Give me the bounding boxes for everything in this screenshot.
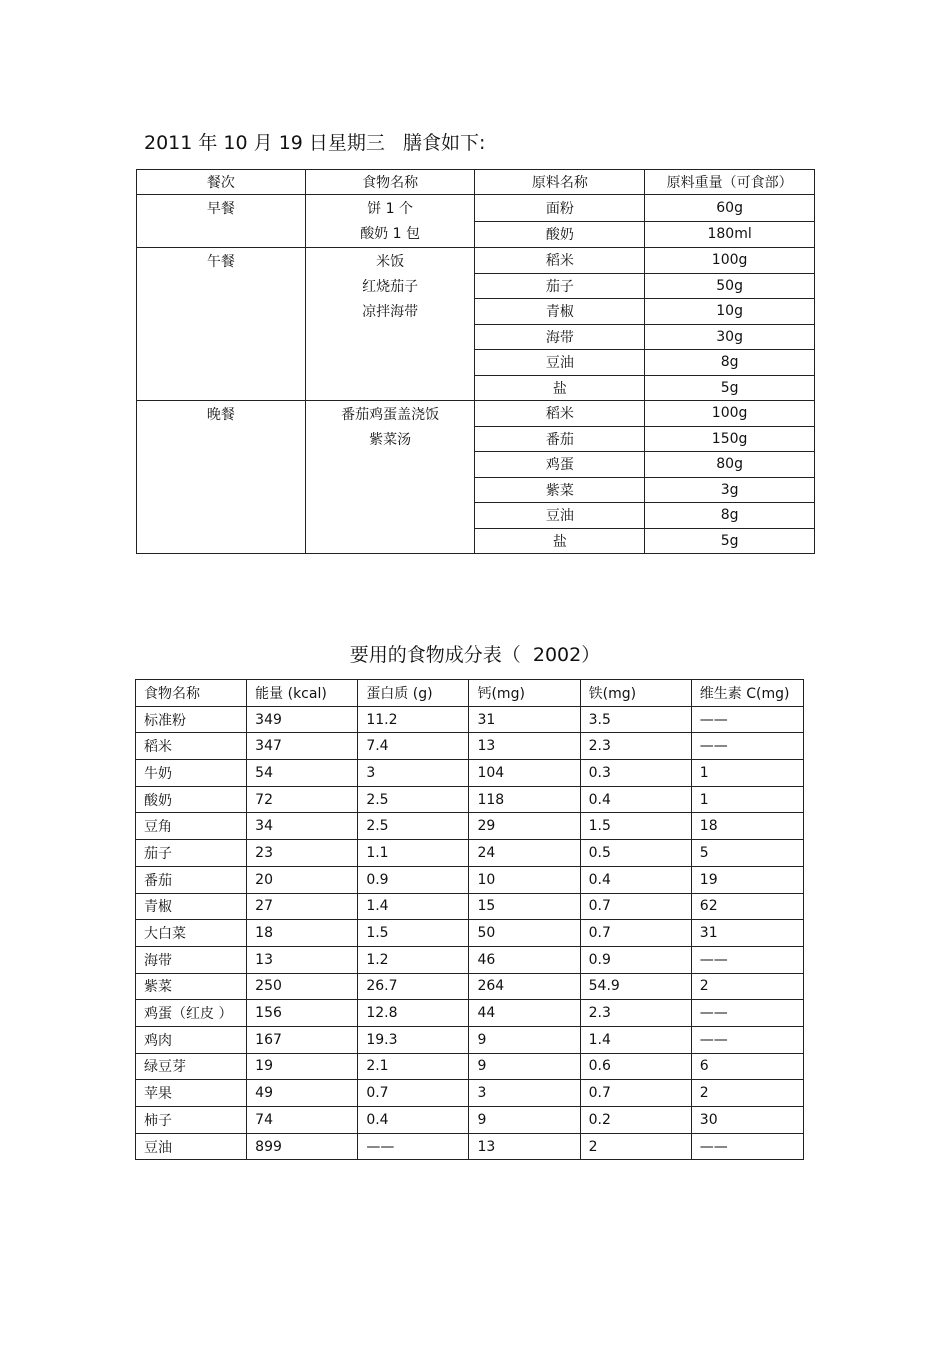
- value-cell: ——: [358, 1133, 469, 1160]
- value-cell: 3.5: [580, 706, 691, 733]
- table-row: [136, 1107, 804, 1134]
- value-cell: 1.4: [580, 1026, 691, 1053]
- weight-cell: 10g: [645, 299, 815, 325]
- header-cell: 食物名称: [305, 170, 475, 195]
- header-cell: 原料重量（可食部）: [645, 170, 815, 195]
- value-cell: 54.9: [580, 973, 691, 1000]
- table-row: [136, 1133, 804, 1160]
- value-cell: 2: [580, 1133, 691, 1160]
- composition-title: 要用的食物成分表（ 2002）: [349, 644, 601, 666]
- value-cell: 264: [469, 973, 580, 1000]
- value-cell: 18: [691, 813, 803, 840]
- value-cell: 9: [469, 1053, 580, 1080]
- meal-name-cell: [137, 401, 306, 554]
- value-cell: 0.4: [580, 866, 691, 893]
- value-cell: 24: [469, 840, 580, 867]
- value-cell: 62: [691, 893, 803, 920]
- food-name-cell: 鸡肉: [136, 1026, 247, 1053]
- weight-cell: 5g: [645, 528, 815, 554]
- header-cell: 蛋白质 (g): [358, 680, 469, 707]
- meal-table: [136, 169, 815, 554]
- value-cell: 31: [469, 706, 580, 733]
- table-row: [136, 1080, 804, 1107]
- food-name-cell: 鸡蛋（红皮 ）: [136, 1000, 247, 1027]
- value-cell: 0.9: [358, 866, 469, 893]
- value-cell: 74: [247, 1107, 358, 1134]
- value-cell: 31: [691, 920, 803, 947]
- value-cell: 2: [691, 973, 803, 1000]
- value-cell: 9: [469, 1026, 580, 1053]
- weight-cell: 150g: [645, 426, 815, 452]
- value-cell: 1.4: [358, 893, 469, 920]
- value-cell: 156: [247, 1000, 358, 1027]
- ingredient-cell: 番茄: [475, 426, 645, 452]
- meal-name: 早餐: [206, 201, 235, 217]
- food-name-cell: 苹果: [136, 1080, 247, 1107]
- table-row: [136, 760, 804, 787]
- value-cell: 2.5: [358, 786, 469, 813]
- value-cell: 2.3: [580, 1000, 691, 1027]
- composition-header: [136, 680, 804, 707]
- ingredient-cell: 稻米: [475, 248, 645, 274]
- value-cell: 0.6: [580, 1053, 691, 1080]
- header-cell: 能量 (kcal): [247, 680, 358, 707]
- food-name-cell: 豆油: [136, 1133, 247, 1160]
- value-cell: 13: [247, 946, 358, 973]
- ingredient-cell: 酸奶: [475, 221, 645, 248]
- value-cell: ——: [691, 1133, 803, 1160]
- value-cell: 11.2: [358, 706, 469, 733]
- meal-name-cell: [137, 195, 306, 248]
- value-cell: 2: [691, 1080, 803, 1107]
- value-cell: ——: [691, 706, 803, 733]
- value-cell: 0.7: [580, 1080, 691, 1107]
- table-row: [136, 946, 804, 973]
- food-name-cell: 海带: [136, 946, 247, 973]
- food-name-cell: 茄子: [136, 840, 247, 867]
- value-cell: 347: [247, 733, 358, 760]
- header-cell: 钙(mg): [469, 680, 580, 707]
- food-name-cell: 大白菜: [136, 920, 247, 947]
- value-cell: 34: [247, 813, 358, 840]
- value-cell: 899: [247, 1133, 358, 1160]
- ingredient-cell: 面粉: [475, 195, 645, 222]
- food-name: 番茄鸡蛋盖浇饭: [341, 407, 440, 423]
- value-cell: 0.7: [358, 1080, 469, 1107]
- ingredient-cell: 豆油: [475, 350, 645, 376]
- food-name: 米饭: [376, 254, 405, 270]
- food-name-cell: 紫菜: [136, 973, 247, 1000]
- value-cell: 19: [247, 1053, 358, 1080]
- weight-cell: 100g: [645, 401, 815, 427]
- table-row: [136, 733, 804, 760]
- header-cell: 原料名称: [475, 170, 645, 195]
- table-row: [136, 866, 804, 893]
- header-cell: 食物名称: [136, 680, 247, 707]
- weight-cell: 8g: [645, 503, 815, 529]
- table-row: [136, 813, 804, 840]
- food-composition-table: [135, 679, 804, 1160]
- value-cell: 5: [691, 840, 803, 867]
- value-cell: 0.5: [580, 840, 691, 867]
- table-row: [136, 893, 804, 920]
- table-row: [137, 401, 815, 427]
- value-cell: 26.7: [358, 973, 469, 1000]
- food-name-cell: 豆角: [136, 813, 247, 840]
- value-cell: 12.8: [358, 1000, 469, 1027]
- food-name-cell: 稻米: [136, 733, 247, 760]
- food-name-cell: 酸奶: [136, 786, 247, 813]
- value-cell: 0.4: [358, 1107, 469, 1134]
- header-cell: 维生素 C(mg): [691, 680, 803, 707]
- meal-name: 午餐: [206, 254, 235, 270]
- ingredient-cell: 盐: [475, 375, 645, 401]
- table-row: [137, 248, 815, 274]
- value-cell: 2.3: [580, 733, 691, 760]
- weight-cell: 30g: [645, 324, 815, 350]
- weight-cell: 5g: [645, 375, 815, 401]
- table-row: [136, 1000, 804, 1027]
- value-cell: 349: [247, 706, 358, 733]
- table-row: [137, 195, 815, 222]
- ingredient-cell: 茄子: [475, 273, 645, 299]
- value-cell: 104: [469, 760, 580, 787]
- value-cell: 13: [469, 733, 580, 760]
- value-cell: 250: [247, 973, 358, 1000]
- table-row: [136, 920, 804, 947]
- value-cell: 2.5: [358, 813, 469, 840]
- ingredient-cell: 鸡蛋: [475, 452, 645, 478]
- food-name-cell: 绿豆芽: [136, 1053, 247, 1080]
- value-cell: 46: [469, 946, 580, 973]
- table-row: [136, 1026, 804, 1053]
- ingredient-cell: 紫菜: [475, 477, 645, 503]
- value-cell: 6: [691, 1053, 803, 1080]
- value-cell: 0.7: [580, 893, 691, 920]
- value-cell: 30: [691, 1107, 803, 1134]
- value-cell: 1: [691, 786, 803, 813]
- value-cell: 18: [247, 920, 358, 947]
- value-cell: 9: [469, 1107, 580, 1134]
- weight-cell: 50g: [645, 273, 815, 299]
- value-cell: 19.3: [358, 1026, 469, 1053]
- weight-cell: 100g: [645, 248, 815, 274]
- table-row: [136, 1053, 804, 1080]
- value-cell: ——: [691, 946, 803, 973]
- value-cell: 13: [469, 1133, 580, 1160]
- header-cell: 铁(mg): [580, 680, 691, 707]
- value-cell: 49: [247, 1080, 358, 1107]
- food-name: 红烧茄子: [362, 279, 419, 295]
- food-name: 酸奶 1 包: [360, 226, 420, 242]
- value-cell: 1: [691, 760, 803, 787]
- value-cell: 3: [469, 1080, 580, 1107]
- value-cell: 0.9: [580, 946, 691, 973]
- value-cell: 50: [469, 920, 580, 947]
- weight-cell: 60g: [645, 195, 815, 222]
- value-cell: 167: [247, 1026, 358, 1053]
- food-name: 饼 1 个: [367, 201, 413, 217]
- header-cell: 餐次: [137, 170, 306, 195]
- food-name-cell: 青椒: [136, 893, 247, 920]
- value-cell: 23: [247, 840, 358, 867]
- value-cell: 27: [247, 893, 358, 920]
- ingredient-cell: 豆油: [475, 503, 645, 529]
- table-row: [136, 706, 804, 733]
- table-row: [136, 840, 804, 867]
- diet-title: 2011 年 10 月 19 日星期三 膳食如下:: [144, 132, 486, 154]
- ingredient-cell: 稻米: [475, 401, 645, 427]
- value-cell: ——: [691, 1000, 803, 1027]
- value-cell: 29: [469, 813, 580, 840]
- food-names-cell: [305, 248, 475, 401]
- food-name: 紫菜汤: [369, 432, 412, 448]
- value-cell: 44: [469, 1000, 580, 1027]
- value-cell: 3: [358, 760, 469, 787]
- value-cell: 0.3: [580, 760, 691, 787]
- value-cell: 1.5: [580, 813, 691, 840]
- value-cell: 0.2: [580, 1107, 691, 1134]
- value-cell: 20: [247, 866, 358, 893]
- food-name: 凉拌海带: [362, 304, 419, 320]
- food-names-cell: [305, 195, 475, 248]
- weight-cell: 8g: [645, 350, 815, 376]
- value-cell: 10: [469, 866, 580, 893]
- weight-cell: 80g: [645, 452, 815, 478]
- value-cell: 1.2: [358, 946, 469, 973]
- value-cell: 15: [469, 893, 580, 920]
- food-name-cell: 标准粉: [136, 706, 247, 733]
- value-cell: 118: [469, 786, 580, 813]
- food-name-cell: 牛奶: [136, 760, 247, 787]
- value-cell: ——: [691, 733, 803, 760]
- value-cell: 2.1: [358, 1053, 469, 1080]
- weight-cell: 3g: [645, 477, 815, 503]
- value-cell: 54: [247, 760, 358, 787]
- ingredient-cell: 盐: [475, 528, 645, 554]
- value-cell: ——: [691, 1026, 803, 1053]
- value-cell: 7.4: [358, 733, 469, 760]
- value-cell: 1.1: [358, 840, 469, 867]
- value-cell: 0.7: [580, 920, 691, 947]
- table-row: [136, 973, 804, 1000]
- value-cell: 19: [691, 866, 803, 893]
- value-cell: 0.4: [580, 786, 691, 813]
- value-cell: 72: [247, 786, 358, 813]
- food-name-cell: 柿子: [136, 1107, 247, 1134]
- meal-name: 晚餐: [206, 407, 235, 423]
- table-row: [136, 786, 804, 813]
- ingredient-cell: 青椒: [475, 299, 645, 325]
- meal-table-header: [137, 170, 815, 195]
- weight-cell: 180ml: [645, 221, 815, 248]
- meal-name-cell: [137, 248, 306, 401]
- food-names-cell: [305, 401, 475, 554]
- food-name-cell: 番茄: [136, 866, 247, 893]
- ingredient-cell: 海带: [475, 324, 645, 350]
- value-cell: 1.5: [358, 920, 469, 947]
